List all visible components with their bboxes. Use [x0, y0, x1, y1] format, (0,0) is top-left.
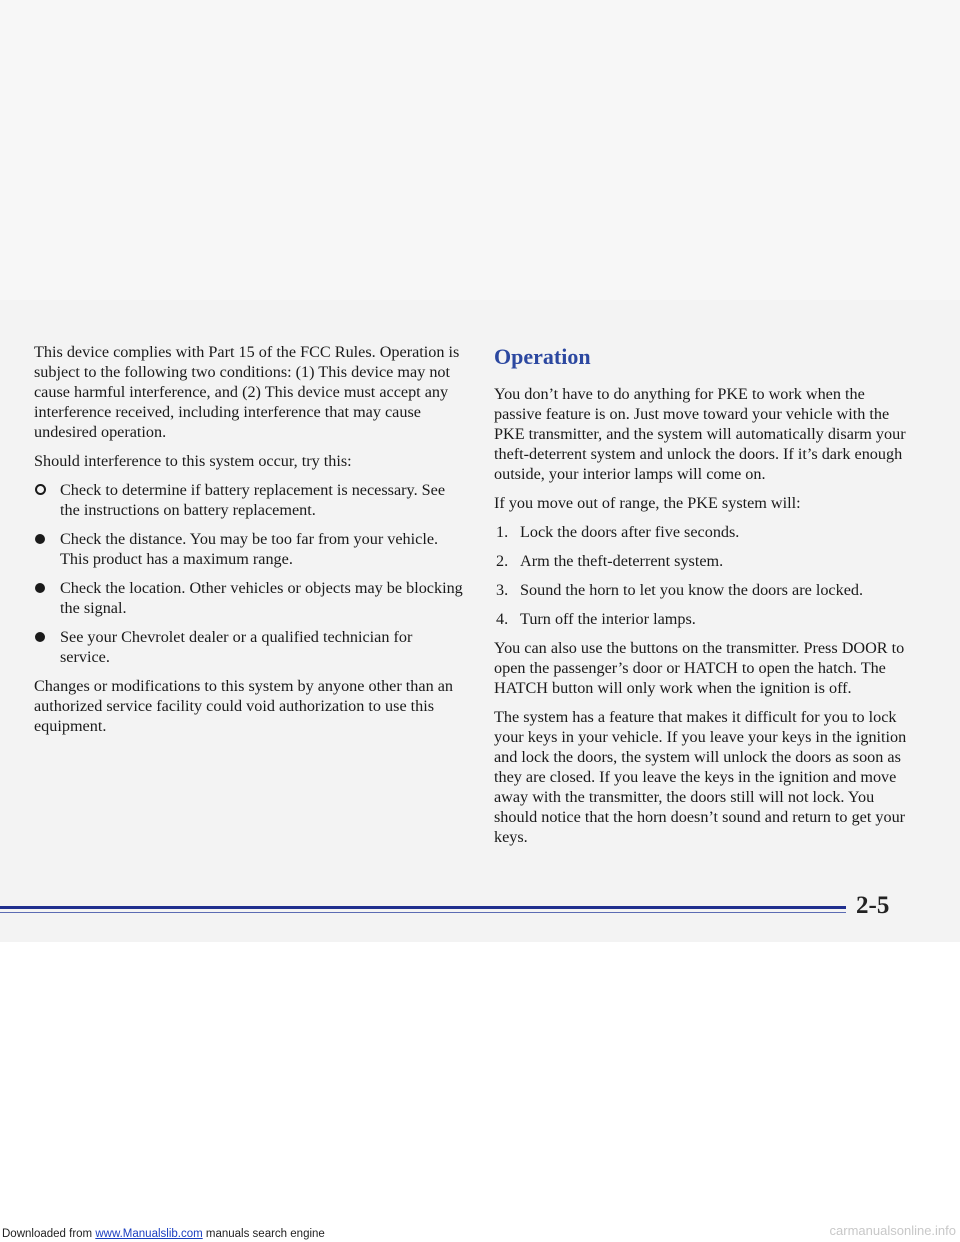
bullet-icon	[35, 583, 45, 593]
operation-paragraph: You don’t have to do anything for PKE to work when the passive feature is on. Just move toward your vehicle with the PKE transmitter, and the system will automatically disarm your theft-deterrent system and unlock the doors. If it’s dark enough outside, your interior lamps will come on.	[494, 385, 906, 483]
bullet-dealer: See your Chevrolet dealer or a qualified technician for service.	[34, 627, 464, 667]
bullet-icon	[35, 534, 45, 544]
bullet-distance: Check the distance. You may be too far from your vehicle. This product has a maximum range.	[34, 529, 464, 569]
transmitter-buttons-paragraph: You can also use the buttons on the transmitter. Press DOOR to open the passenger’s door or HATCH to open the hatch. The HATCH button will only work when the ignition is off.	[494, 639, 905, 697]
bullet-icon	[35, 632, 45, 642]
footer-rule-thin	[0, 912, 846, 913]
step-4: 4. Turn off the interior lamps.	[496, 610, 696, 628]
bottom-margin	[0, 942, 960, 1242]
page-number: 2-5	[856, 892, 890, 919]
watermark: carmanualsonline.info	[829, 1223, 956, 1238]
bullet-battery: Check to determine if battery replacement is necessary. See the instructions on battery replacement.	[34, 480, 464, 520]
modifications-note: Changes or modifications to this system by anyone other than an authorized service facility could void authorization to use this equipment.	[34, 677, 454, 735]
bullet-location: Check the location. Other vehicles or objects may be blocking the signal.	[34, 578, 464, 618]
key-lockout-paragraph: The system has a feature that makes it difficult for you to lock your keys in your vehicle. If you leave your keys in the ignition and lock the doors, the system will unlock the doors as soon as they are closed. If you leave the keys in the ignition and move away with the transmitter, the doors still will not lock. You should notice that the horn doesn’t sound and return to get your keys.	[494, 708, 907, 846]
manualslib-link[interactable]: www.Manualslib.com	[95, 1228, 203, 1240]
interference-intro: Should interference to this system occur, try this:	[34, 452, 352, 470]
step-1: 1. Lock the doors after five seconds.	[496, 523, 740, 541]
top-margin	[0, 0, 960, 300]
footer-rule	[0, 906, 846, 909]
out-of-range-intro: If you move out of range, the PKE system will:	[494, 494, 801, 512]
section-heading: Operation	[494, 344, 591, 369]
step-2: 2. Arm the theft-deterrent system.	[496, 552, 724, 570]
right-column	[494, 344, 914, 847]
step-3: 3. Sound the horn to let you know the doors are locked.	[496, 581, 864, 599]
left-column	[34, 342, 464, 736]
manual-page	[0, 300, 960, 942]
fcc-statement: This device complies with Part 15 of the FCC Rules. Operation is subject to the following two conditions: (1) This device may not cause harmful interference, and (2) This device must accept any interference received, including interference that may cause undesired operation.	[34, 343, 460, 441]
download-footer: Downloaded from www.Manualslib.com manuals search engine	[2, 1228, 325, 1240]
bullet-icon	[35, 484, 46, 495]
